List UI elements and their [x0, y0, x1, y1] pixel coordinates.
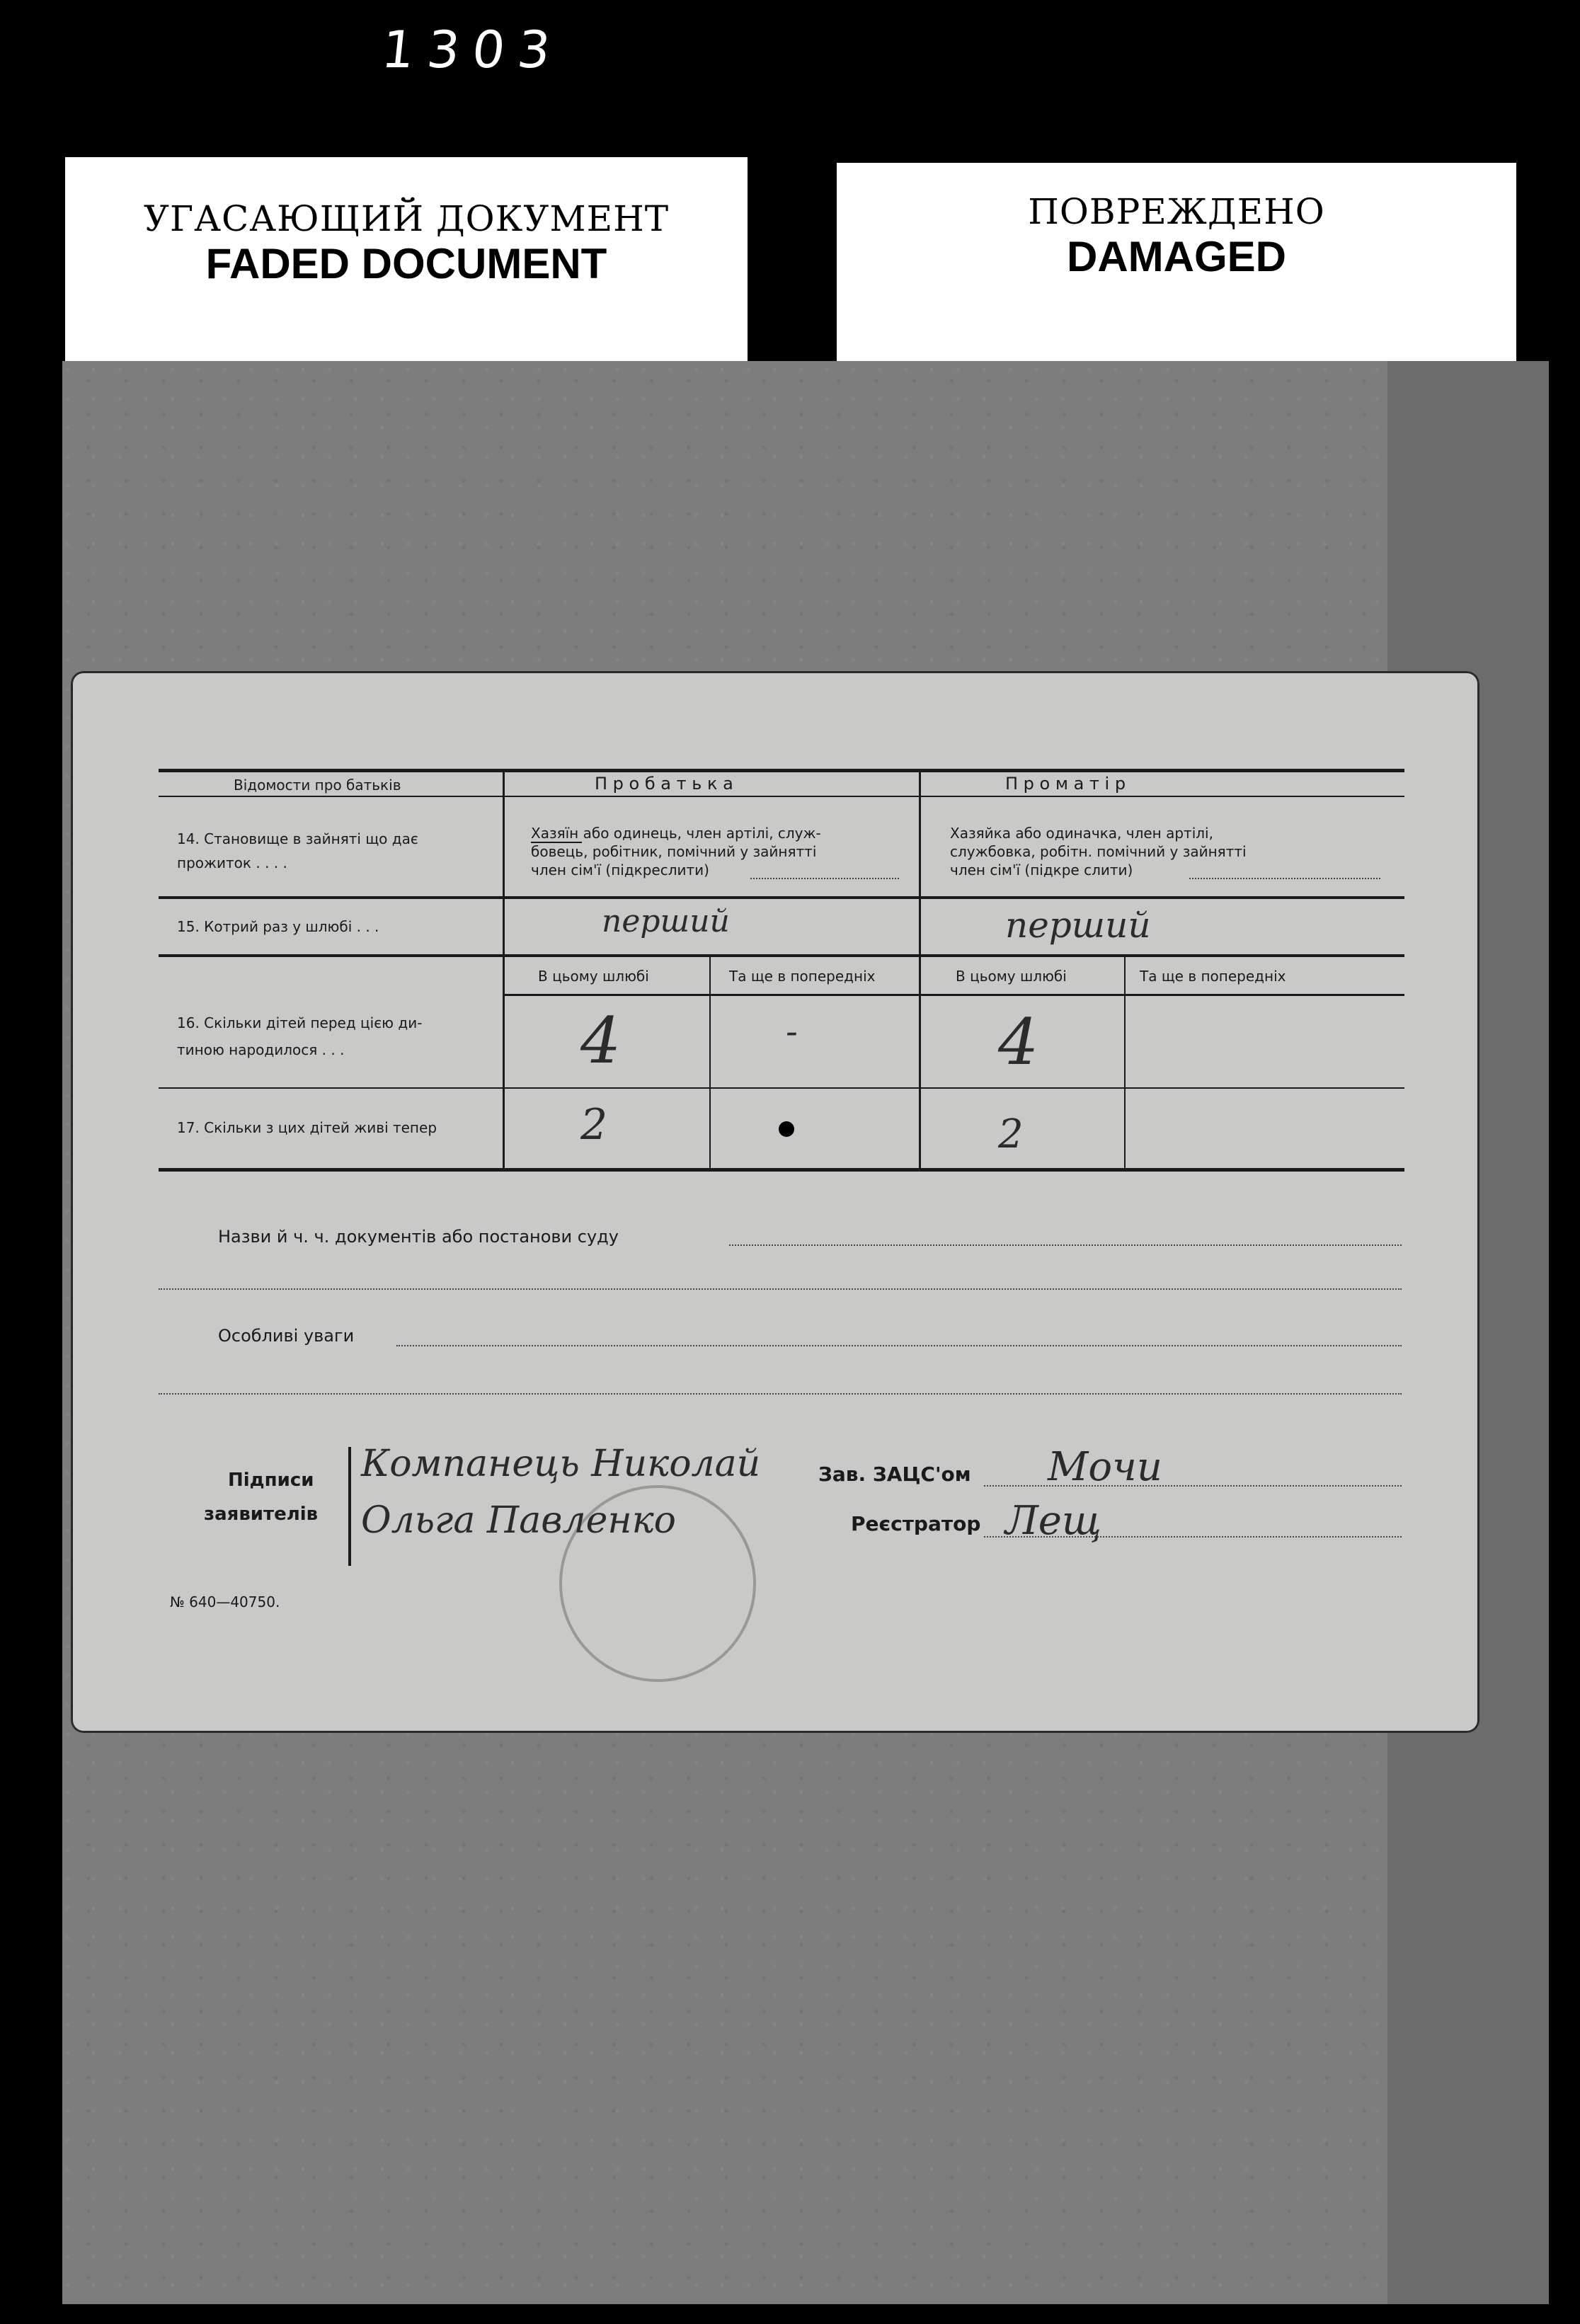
underline-master	[531, 842, 582, 843]
faded-label-ru: УГАСАЮЩИЙ ДОКУМЕНТ	[143, 198, 670, 239]
row16-label-line1: 16. Скільки дітей перед цією ди-	[177, 1014, 423, 1031]
col-line-father-split	[709, 957, 711, 1169]
col-line-mother-split	[1124, 957, 1126, 1169]
subheader-mother-this: В цьому шлюбі	[956, 968, 1067, 985]
table-header-line	[159, 796, 1404, 797]
documents-label: Назви й ч. ч. документів або постанови суду	[218, 1227, 619, 1247]
documents-line-1	[729, 1244, 1402, 1246]
row14-father-dots	[750, 878, 899, 879]
row16-bottom-line	[159, 1087, 1404, 1089]
col-line-2	[919, 769, 921, 1169]
row17-label: 17. Скільки з цих дітей живі тепер	[177, 1119, 437, 1136]
row16-mother-this-value: 4	[998, 1005, 1039, 1080]
subheader-bottom-line	[503, 994, 1404, 996]
signatures-label-1: Підписи	[228, 1470, 314, 1491]
header-parents-info: Відомости про батьків	[234, 777, 401, 794]
row17-mother-this-value: 2	[998, 1111, 1024, 1157]
row16-label-line2: тиною народилося . . .	[177, 1041, 345, 1058]
row14-father-line1: Хазяїн або одинець, член артілі, служ-	[531, 825, 821, 842]
head-signature: Мочи	[1048, 1444, 1162, 1490]
registrar-label: Реєстратор	[851, 1512, 981, 1535]
header-about-father: П р о б а т ь к а	[595, 774, 733, 794]
damaged-label-ru: ПОВРЕЖДЕНО	[1028, 191, 1325, 232]
row17-father-this-value: 2	[580, 1100, 608, 1150]
table-top-line	[159, 769, 1404, 772]
row15-bottom-line	[159, 954, 1404, 957]
row14-mother-dots	[1189, 878, 1380, 879]
official-stamp	[559, 1485, 756, 1682]
col-line-1	[503, 769, 505, 1169]
notes-line-1	[396, 1345, 1402, 1346]
row14-label-line1: 14. Становище в зайняті що дає	[177, 830, 418, 847]
row15-label: 15. Котрий раз у шлюбі . . .	[177, 918, 379, 935]
row14-label-line2: прожиток . . . .	[177, 854, 287, 871]
row14-mother-line2: службовка, робітн. помічний у зайнятті	[950, 843, 1247, 860]
signature-brace	[348, 1447, 351, 1566]
registration-card	[71, 671, 1479, 1733]
faded-label-en: FADED DOCUMENT	[205, 240, 607, 287]
row16-father-prev-value: -	[786, 1011, 798, 1052]
row14-father-line3: член сім'ї (підкреслити)	[531, 862, 709, 878]
form-number: № 640—40750.	[170, 1593, 280, 1610]
row15-father-value: перший	[602, 903, 730, 939]
row14-father-line2: бовець, робітник, помічний у зайнятті	[531, 843, 817, 860]
table-bottom-line	[159, 1168, 1404, 1172]
notes-label: Особливі уваги	[218, 1326, 355, 1346]
damaged-label	[837, 163, 1516, 368]
subheader-father-this: В цьому шлюбі	[538, 968, 649, 985]
registrar-signature: Лещ	[1005, 1498, 1101, 1544]
ink-dot	[779, 1121, 794, 1137]
row14-bottom-line	[159, 896, 1404, 899]
row16-father-this-value: 4	[580, 1004, 622, 1078]
faded-document-label	[65, 157, 748, 370]
head-label: Зав. ЗАЦС'ом	[818, 1462, 971, 1486]
notes-line-2	[159, 1393, 1402, 1395]
subheader-father-prev: Та ще в попередніх	[729, 968, 876, 985]
row15-mother-value: перший	[1005, 905, 1151, 946]
head-sign-line	[984, 1485, 1402, 1487]
damaged-label-en: DAMAGED	[1067, 233, 1286, 280]
row14-mother-line1: Хазяйка або одиначка, член артілі,	[950, 825, 1213, 842]
applicant-1-signature: Компанець Николай	[361, 1443, 761, 1485]
signatures-label-2: заявителів	[204, 1504, 319, 1525]
frame-number: 1303	[379, 20, 566, 79]
documents-line-2	[159, 1288, 1402, 1290]
row14-mother-line3: член сім'ї (підкре слити)	[950, 862, 1133, 878]
applicant-2-signature: Ольга Павленко	[361, 1499, 676, 1542]
subheader-mother-prev: Та ще в попередніх	[1140, 968, 1286, 985]
header-about-mother: П р о м а т і р	[1005, 774, 1126, 794]
